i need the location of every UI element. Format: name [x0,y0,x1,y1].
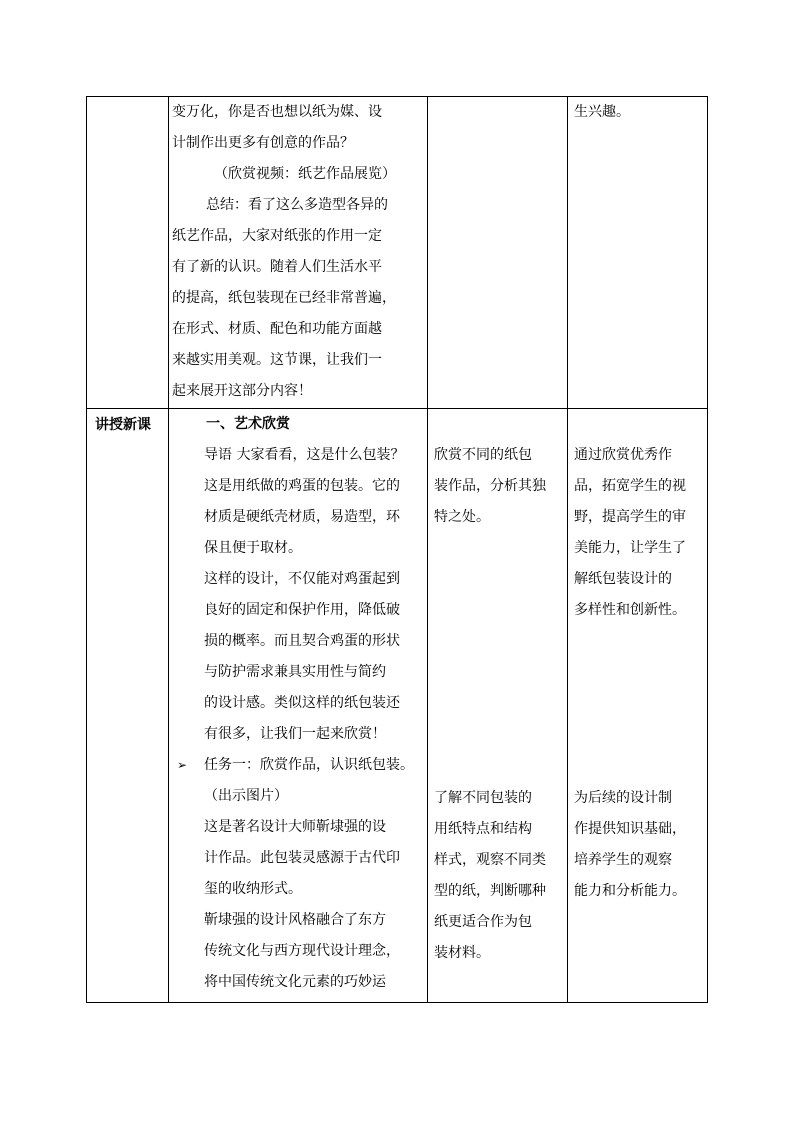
intent-line: 多样性和创新性。 [574,602,686,618]
intent-line: 作提供知识基础， [574,821,686,837]
intent-line: 培养学生的观察 [574,852,672,868]
intent-line: 为后续的设计制 [574,790,672,806]
student-line: 装作品，分析其独 [434,478,546,494]
content-line: 的设计感。类似这样的纸包装还 [204,695,400,711]
row1-content-cell [172,97,424,407]
student-line: 用纸特点和结构 [434,821,532,837]
row1-intent-cell [574,97,704,128]
intent-line: 通过欣赏优秀作 [574,447,672,463]
content-line: 起来展开这部分内容！ [172,383,312,399]
design-intent-cell [574,783,706,907]
section-heading: 一、艺术欣赏 [206,416,290,432]
intent-line: 生兴趣。 [574,104,630,120]
design-intent-cell [574,440,706,626]
student-line: 型的纸，判断哪种 [434,883,546,899]
row2-content-cell [172,409,426,998]
content-line: 来越实用美观。这节课，让我们一 [172,352,382,368]
content-line: 这是用纸做的鸡蛋的包装。它的 [204,478,400,494]
content-line: 纸艺作品，大家对纸张的作用一定 [172,228,382,244]
table-column-divider [567,96,568,1003]
intent-line: 解纸包装设计的 [574,571,672,587]
table-column-divider [168,96,169,1003]
student-line: 特之处。 [434,509,490,525]
table-column-divider [427,96,428,1003]
content-line: 在形式、材质、配色和功能方面越 [172,321,382,337]
task-line: 任务一：欣赏作品，认识纸包装。 [204,757,414,773]
table-border-left [86,96,87,1003]
content-line: 的提高，纸包装现在已经非常普遍， [172,290,396,306]
student-line: 样式，观察不同类 [434,852,546,868]
content-line: 变万化，你是否也想以纸为媒、设 [172,104,382,120]
content-line: 总结：看了这么多造型各异的 [206,197,388,213]
content-line: 这是著名设计大师靳埭强的设 [204,819,386,835]
content-line: 有了新的认识。随着人们生活水平 [172,259,382,275]
student-activity-cell [434,783,564,969]
table-border-right [707,96,708,1003]
intent-line: 能力和分析能力。 [574,883,686,899]
stage-label: 讲授新课 [95,417,151,433]
content-line: 损的概率。而且契合鸡蛋的形状 [204,633,400,649]
content-line: 有很多，让我们一起来欣赏！ [204,726,386,742]
content-line: 良好的固定和保护作用，降低破 [204,602,400,618]
content-line: 将中国传统文化元素的巧妙运 [204,974,386,990]
table-border-bottom [86,1002,708,1003]
content-line: 玺的收纳形式。 [204,881,302,897]
student-line: 装材料。 [434,945,490,961]
student-line: 了解不同包装的 [434,790,532,806]
student-line: 纸更适合作为包 [434,914,532,930]
content-line: （欣赏视频：纸艺作品展览） [214,166,396,182]
content-line: 这样的设计，不仅能对鸡蛋起到 [204,571,400,587]
student-activity-cell [434,440,564,533]
student-line: 欣赏不同的纸包 [434,447,532,463]
content-line: 靳埭强的设计风格融合了东方 [204,912,386,928]
content-line: 导语 大家看看，这是什么包装？ [204,447,405,463]
intent-line: 野，提高学生的审 [574,509,686,525]
intent-line: 品，拓宽学生的视 [574,478,686,494]
arrow-bullet-icon: ➢ [177,758,188,772]
content-line: 传统文化与西方现代设计理念， [204,943,400,959]
content-line: 保且便于取材。 [204,540,302,556]
content-line: （出示图片） [204,788,288,804]
content-line: 计制作出更多有创意的作品？ [172,135,354,151]
intent-line: 美能力，让学生了 [574,540,686,556]
content-line: 计作品。此包装灵感源于古代印 [204,850,400,866]
content-line: 与防护需求兼具实用性与简约 [204,664,386,680]
content-line: 材质是硬纸壳材质，易造型，环 [204,509,400,525]
